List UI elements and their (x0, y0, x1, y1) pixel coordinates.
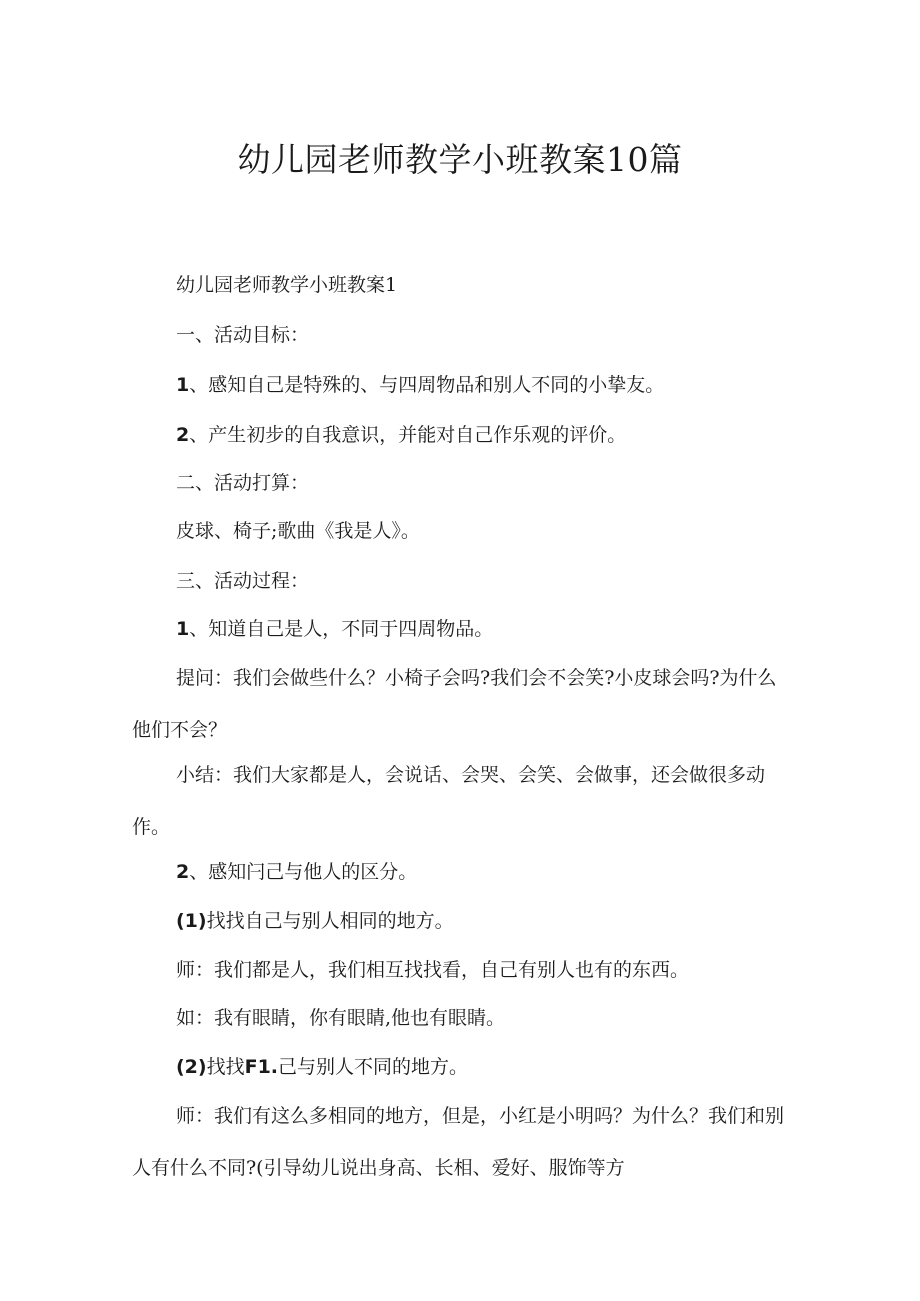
item-text: 、产生初步的自我意识，并能对自己作乐观的评价。 (189, 424, 627, 446)
question-paragraph: 提问：我们会做些什么？小椅子会吗?我们会不会笑?小皮球会吗?为什么他们不会？ (132, 667, 777, 741)
sub-item-2 (176, 1054, 468, 1080)
item-bold-fragment: F1. (244, 1056, 279, 1078)
item-number: (2) (176, 1056, 207, 1078)
goal-item-2 (176, 422, 626, 448)
item-number: 1 (176, 618, 190, 640)
example-text: 如：我有眼睛，你有眼睛,他也有眼睛。 (176, 1007, 506, 1029)
section-heading-goals: 一、活动目标： (176, 324, 310, 346)
goal-item-1 (176, 372, 664, 398)
item-number: 2 (176, 861, 190, 883)
item-number: 1 (176, 374, 190, 396)
section-heading-process: 三、活动过程： (176, 570, 310, 592)
teacher-paragraph-1: 师：我们都是人，我们相互找找看，自己有别人也有的东西。 (176, 959, 690, 981)
lesson-subtitle: 幼儿园老师教学小班教案1 (176, 274, 398, 296)
item-text: 找找 (206, 1056, 245, 1078)
summary-paragraph: 小结：我们大家都是人，会说话、会哭、会笑、会做事，还会做很多动作。 (132, 764, 766, 838)
item-text: 、知道自己是人，不同于四周物品。 (189, 618, 494, 640)
materials-text: 皮球、椅子;歌曲《我是人》。 (176, 520, 420, 542)
teacher-paragraph-2: 师：我们有这么多相同的地方，但是，小红是小明吗？为什么？我们和别人有什么不同?(引导幼儿说出身高、长相、爱好、服饰等方 (132, 1105, 785, 1179)
section-heading-preparation: 二、活动打算： (176, 472, 310, 494)
item-number: 2 (176, 424, 190, 446)
step-item-2 (176, 859, 417, 885)
step-item-1 (176, 616, 493, 642)
item-text: 、感知自己是特殊的、与四周物品和别人不同的小挚友。 (189, 374, 665, 396)
item-text: 、感知闩己与他人的区分。 (189, 861, 418, 883)
document-title: 幼儿园老师教学小班教案10篇 (237, 140, 683, 179)
item-text: 己与别人不同的地方。 (278, 1056, 469, 1078)
sub-item-1 (176, 908, 454, 934)
item-number: (1) (176, 910, 207, 932)
item-text: 找找自己与别人相同的地方。 (206, 910, 454, 932)
